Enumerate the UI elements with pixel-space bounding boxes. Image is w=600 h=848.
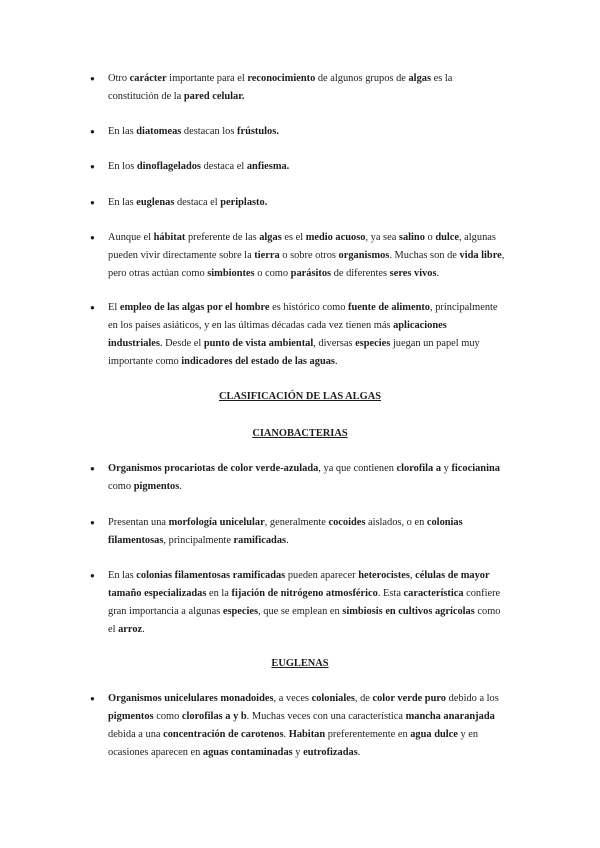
text-run: destaca el [200, 161, 247, 172]
bold-term: parásitos [290, 268, 332, 279]
bold-term: coloniales [311, 693, 355, 704]
text-run: importante como [108, 356, 182, 367]
text-run: . [142, 624, 145, 635]
text-run: . [436, 268, 440, 279]
text-line [108, 334, 480, 353]
bold-term: simbiosis en cultivos agrícolas [342, 606, 475, 617]
text-line [108, 69, 452, 88]
bold-term: pared celular. [183, 91, 245, 102]
bold-term: especies [222, 606, 259, 617]
bold-term: diatomeas [136, 126, 182, 137]
text-run: o sobre otros [279, 250, 339, 261]
text-run: destacan los [181, 126, 237, 137]
text-run: como [153, 711, 182, 722]
bold-term: clorofilas a y b [181, 711, 247, 722]
text-run: El [108, 302, 120, 313]
text-run: , [501, 250, 505, 261]
bold-term: mancha anaranjada [405, 711, 495, 722]
bold-term: punto de vista ambiental [203, 338, 314, 349]
text-run: preferente de las [185, 232, 260, 243]
text-run: en la [206, 588, 232, 599]
text-line [108, 316, 447, 335]
bold-term: eutrofizadas [303, 747, 358, 758]
bullet-icon: ● [90, 74, 95, 83]
text-line [108, 584, 500, 603]
text-run: debida a una [108, 729, 164, 740]
bold-term: tierra [254, 250, 280, 261]
bold-term: característica [403, 588, 464, 599]
bullet-icon: ● [90, 233, 95, 242]
bullet-icon: ● [90, 127, 95, 136]
text-run: . [179, 481, 182, 492]
bold-term: células de mayor [415, 570, 490, 581]
bold-term: cocoides [328, 517, 366, 528]
text-run: , [409, 570, 416, 581]
text-line [108, 87, 245, 106]
bold-term: frústulos. [237, 126, 279, 137]
text-run: aislados, o en [365, 517, 427, 528]
bold-term: ramificadas [233, 535, 287, 546]
text-line [108, 298, 498, 317]
bold-term: pigmentos [108, 711, 154, 722]
text-line [108, 725, 478, 744]
text-run: o como [254, 268, 291, 279]
text-line [108, 264, 439, 283]
bold-term: hábitat [153, 232, 186, 243]
text-run: preferentemente en [325, 729, 411, 740]
text-run: y [292, 747, 304, 758]
text-run: como [474, 606, 501, 617]
bold-term: fijación de nitrógeno atmosférico [231, 588, 378, 599]
text-run: el [108, 624, 119, 635]
bold-term: salino [398, 232, 425, 243]
bold-term: aguas contaminadas [202, 747, 293, 758]
text-run: En los [108, 161, 137, 172]
bullet-icon: ● [90, 694, 95, 703]
bullet-icon: ● [90, 464, 95, 473]
heading-cianobacterias: CIANOBACTERIAS [252, 428, 348, 439]
text-line [108, 193, 267, 212]
text-run: En las [108, 197, 137, 208]
bold-term: medio acuoso [305, 232, 366, 243]
text-run: . Muchas veces con una característica [246, 711, 406, 722]
bold-term: simbiontes [207, 268, 255, 279]
text-line [108, 602, 500, 621]
bold-term: fuente de alimento [348, 302, 431, 313]
bold-term: aplicaciones [393, 320, 447, 331]
text-run: pueden vivir directamente sobre la [108, 250, 255, 261]
text-run: o [424, 232, 436, 243]
bold-term: Habitan [288, 729, 326, 740]
text-line [108, 228, 496, 247]
bold-term: ficocianina [451, 463, 500, 474]
bold-term: dinoflagelados [136, 161, 201, 172]
text-line [108, 246, 504, 265]
bold-term: anfiesma. [246, 161, 290, 172]
bold-term: clorofila a [396, 463, 442, 474]
bold-term: colonias [426, 517, 463, 528]
text-line [108, 620, 145, 639]
bold-term: tamaño especializadas [108, 588, 207, 599]
text-run: , principalmente [430, 302, 498, 313]
bold-term: dulce [435, 232, 459, 243]
text-line [108, 157, 289, 176]
text-run: , algunas [458, 232, 496, 243]
heading-clasificacion: CLASIFICACIÓN DE LAS ALGAS [219, 391, 381, 402]
bold-term: algas [259, 232, 282, 243]
text-run: debido a los [445, 693, 499, 704]
text-run: en los países asiáticos, y en las últimas décadas cada vez tienen más [108, 320, 394, 331]
bold-term: seres vivos [389, 268, 437, 279]
text-run: . [286, 535, 289, 546]
text-run: Aunque el [108, 232, 154, 243]
bold-term: periplasto. [220, 197, 268, 208]
bold-term: filamentosas [108, 535, 164, 546]
text-line [108, 566, 490, 585]
bold-term: heterocistes [358, 570, 410, 581]
text-run: ocasiones aparecen en [108, 747, 203, 758]
bold-term: empleo de las algas por el hombre [119, 302, 270, 313]
text-run: pero otras actúan como [108, 268, 208, 279]
text-run: gran importancia a algunas [108, 606, 223, 617]
text-line [108, 477, 182, 496]
bold-term: especies [355, 338, 391, 349]
text-run: , ya sea [365, 232, 399, 243]
text-run: importante para el [166, 73, 248, 84]
bold-term: algas [408, 73, 432, 84]
bold-term: vida libre [459, 250, 502, 261]
text-run: de algunos grupos de [315, 73, 409, 84]
text-run: y en [457, 729, 479, 740]
bullet-icon: ● [90, 162, 95, 171]
bold-term: concentración de carotenos [163, 729, 284, 740]
text-line [108, 459, 500, 478]
text-run: . [283, 729, 289, 740]
text-run: , principalmente [163, 535, 234, 546]
bold-term: morfología unicelular [168, 517, 265, 528]
text-run: . Desde el [159, 338, 204, 349]
bold-term: arroz [118, 624, 143, 635]
text-run: pueden aparecer [285, 570, 359, 581]
bold-term: Organismos unicelulares monadoides [108, 693, 274, 704]
heading-euglenas: EUGLENAS [271, 658, 329, 669]
text-run: . [334, 356, 338, 367]
bold-term: agua dulce [410, 729, 458, 740]
text-run: , que se emplean en [258, 606, 343, 617]
bold-term: carácter [129, 73, 167, 84]
text-run: confiere [463, 588, 501, 599]
bullet-icon: ● [90, 571, 95, 580]
text-run: es histórico como [269, 302, 349, 313]
text-run: destaca el [174, 197, 221, 208]
bold-term: colonias filamentosas ramificadas [136, 570, 286, 581]
bullet-icon: ● [90, 303, 95, 312]
text-run: es el [281, 232, 306, 243]
text-line [108, 352, 338, 371]
text-run: En las [108, 570, 137, 581]
text-line [108, 743, 360, 762]
text-run: . [357, 747, 361, 758]
bold-term: indicadores del estado de las aguas [181, 356, 335, 367]
bullet-icon: ● [90, 518, 95, 527]
bold-term: color verde puro [372, 693, 446, 704]
text-run: , generalmente [264, 517, 329, 528]
bold-term: Organismos procariotas de color verde-azulada [108, 463, 319, 474]
text-run: Presentan una [108, 517, 169, 528]
text-run: de diferentes [331, 268, 390, 279]
text-line [108, 707, 495, 726]
text-run: como [108, 481, 134, 492]
text-run: y [441, 463, 452, 474]
text-run: constitución de la [108, 91, 184, 102]
bullet-icon: ● [90, 198, 95, 207]
text-run: es la [431, 73, 453, 84]
text-run: Otro [108, 73, 130, 84]
bold-term: pigmentos [133, 481, 180, 492]
text-line [108, 689, 499, 708]
text-run: , de [354, 693, 373, 704]
bold-term: euglenas [136, 197, 175, 208]
text-line [108, 122, 279, 141]
text-run: , ya que contienen [318, 463, 397, 474]
text-line [108, 531, 289, 550]
text-run: En las [108, 126, 137, 137]
text-run: , diversas [313, 338, 356, 349]
text-run: , a veces [273, 693, 312, 704]
text-run: juegan un papel muy [390, 338, 480, 349]
bold-term: industriales [108, 338, 160, 349]
text-run: . Esta [377, 588, 404, 599]
bold-term: reconocimiento [247, 73, 316, 84]
text-line [108, 513, 463, 532]
bold-term: organismos [338, 250, 390, 261]
text-run: . Muchas son de [389, 250, 460, 261]
